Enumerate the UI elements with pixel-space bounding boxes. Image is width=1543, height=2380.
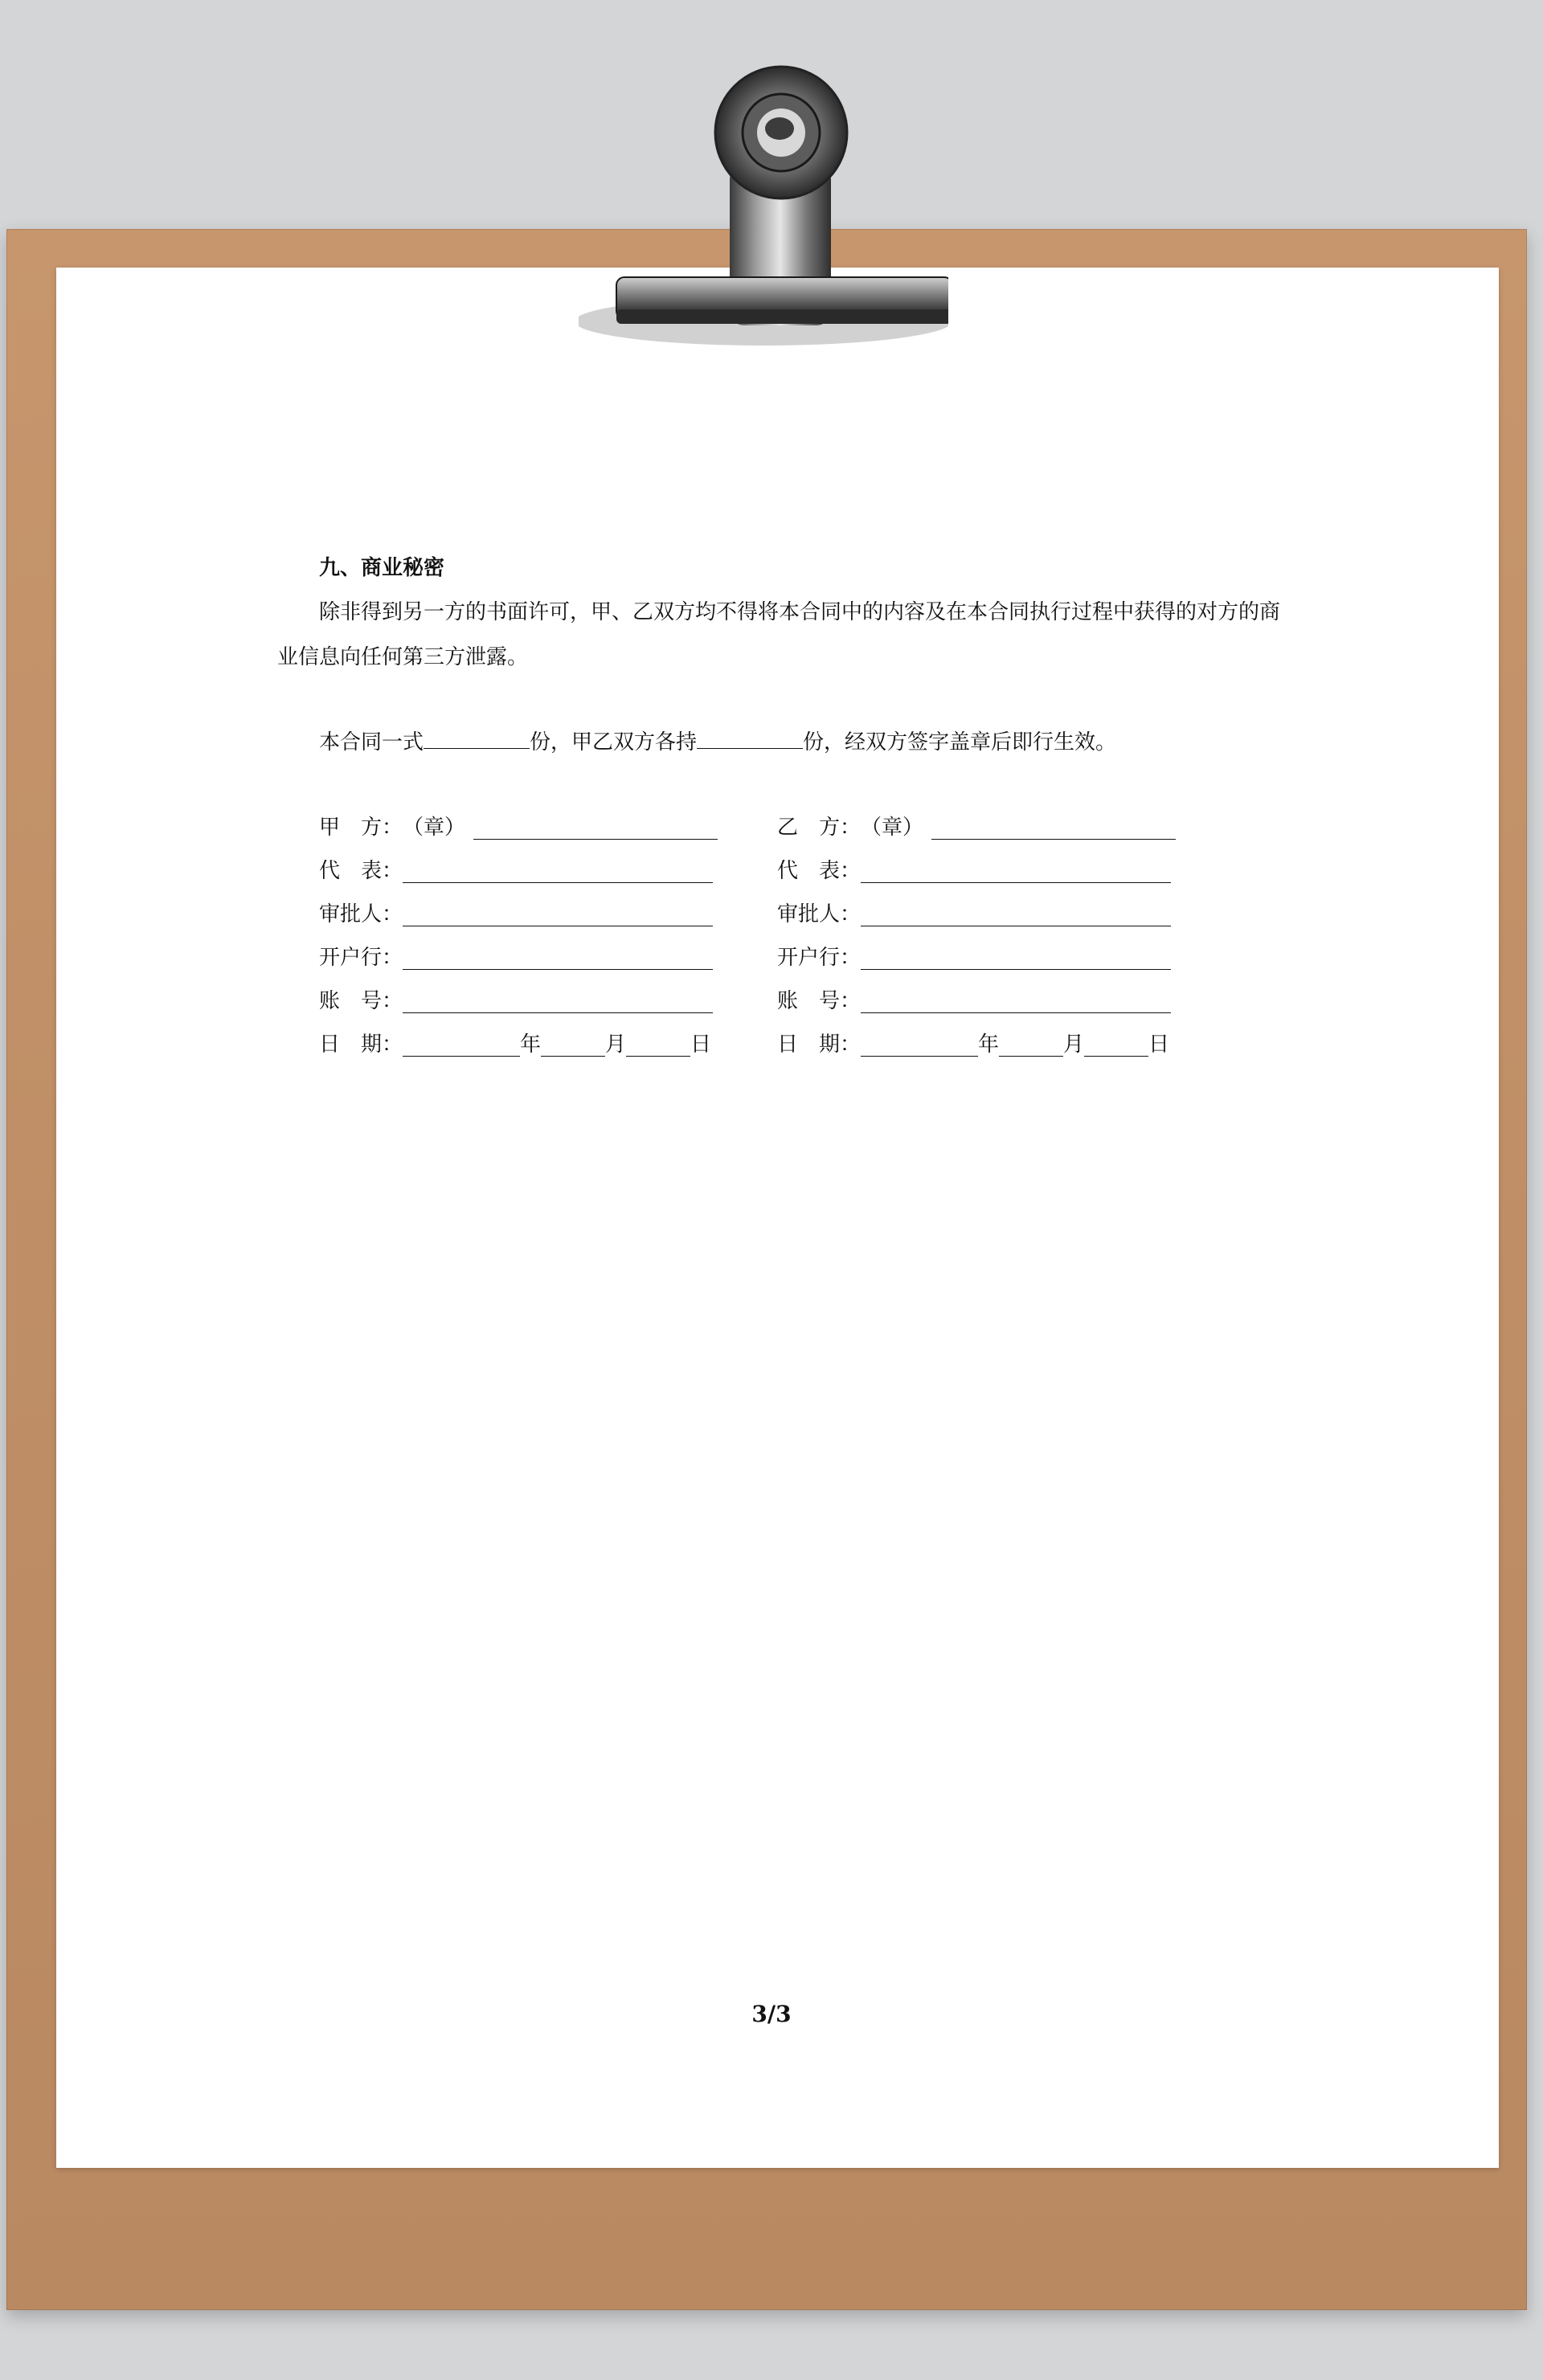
- party-b-label: 乙 方：: [777, 816, 862, 840]
- party-a-name-row: [319, 806, 769, 849]
- party-b-day-line[interactable]: [1084, 1028, 1148, 1057]
- party-a-date-row: [319, 1023, 769, 1066]
- party-b-seal-line[interactable]: [931, 812, 1176, 840]
- party-b-day-label: 日: [1148, 1033, 1170, 1057]
- party-a-bank-line[interactable]: [403, 942, 713, 970]
- party-a-bank-row: [319, 936, 769, 979]
- party-b-year-label: 年: [978, 1033, 1000, 1057]
- party-a-year-label: 年: [520, 1033, 542, 1057]
- copies-count-blank[interactable]: [424, 726, 530, 749]
- party-b-account-label: 账 号：: [777, 989, 862, 1013]
- document-page: [56, 268, 1499, 2168]
- copies-text-1: 本合同一式: [319, 730, 424, 754]
- party-a-approver-line[interactable]: [403, 898, 713, 926]
- party-b-rep-line[interactable]: [861, 855, 1171, 883]
- party-a-date-label: 日 期：: [319, 1033, 403, 1057]
- party-b-signature-block: [777, 806, 1227, 1066]
- party-b-date-label: 日 期：: [777, 1033, 862, 1057]
- party-b-approver-row: [777, 893, 1227, 936]
- copies-text-2: 份，甲乙双方各持: [530, 730, 698, 754]
- party-a-day-line[interactable]: [626, 1028, 690, 1057]
- party-a-rep-label: 代 表：: [319, 859, 403, 883]
- party-b-account-line[interactable]: [861, 985, 1171, 1013]
- party-b-bank-label: 开户行：: [777, 946, 862, 970]
- party-a-account-row: [319, 979, 769, 1023]
- copies-each-blank[interactable]: [697, 726, 803, 749]
- party-b-month-line[interactable]: [999, 1028, 1063, 1057]
- party-b-bank-line[interactable]: [861, 942, 1171, 970]
- party-b-rep-row: [777, 849, 1227, 893]
- party-a-seal-label: （章）: [403, 816, 466, 840]
- party-a-signature-block: [319, 806, 769, 1066]
- binder-clip-icon: [579, 44, 948, 358]
- party-a-year-line[interactable]: [403, 1028, 520, 1057]
- party-b-rep-label: 代 表：: [777, 859, 862, 883]
- party-b-month-label: 月: [1063, 1033, 1085, 1057]
- party-b-name-row: [777, 806, 1227, 849]
- party-b-bank-row: [777, 936, 1227, 979]
- confidentiality-clause: 除非得到另一方的书面许可，甲、乙双方均不得将本合同中的内容及在本合同执行过程中获得的对方的商业信息向任何第三方泄露。: [277, 600, 1281, 669]
- copies-text-3: 份，经双方签字盖章后即行生效。: [803, 730, 1117, 754]
- party-a-seal-line[interactable]: [473, 812, 718, 840]
- party-b-approver-line[interactable]: [861, 898, 1171, 926]
- party-a-account-line[interactable]: [403, 985, 713, 1013]
- party-b-seal-label: （章）: [861, 816, 924, 840]
- party-b-date-row: [777, 1023, 1227, 1066]
- party-b-approver-label: 审批人：: [777, 902, 862, 926]
- copies-clause: [319, 721, 1116, 764]
- party-a-approver-label: 审批人：: [319, 902, 403, 926]
- party-b-year-line[interactable]: [861, 1028, 978, 1057]
- party-a-rep-line[interactable]: [403, 855, 713, 883]
- party-a-bank-label: 开户行：: [319, 946, 403, 970]
- party-a-rep-row: [319, 849, 769, 893]
- page-number: 3/3: [751, 2001, 792, 2027]
- party-a-day-label: 日: [690, 1033, 712, 1057]
- party-a-label: 甲 方：: [319, 816, 403, 840]
- party-a-approver-row: [319, 893, 769, 936]
- party-b-account-row: [777, 979, 1227, 1023]
- party-a-account-label: 账 号：: [319, 989, 403, 1013]
- party-a-month-line[interactable]: [541, 1028, 605, 1057]
- party-a-month-label: 月: [605, 1033, 627, 1057]
- section-heading: 九、商业秘密: [319, 556, 445, 580]
